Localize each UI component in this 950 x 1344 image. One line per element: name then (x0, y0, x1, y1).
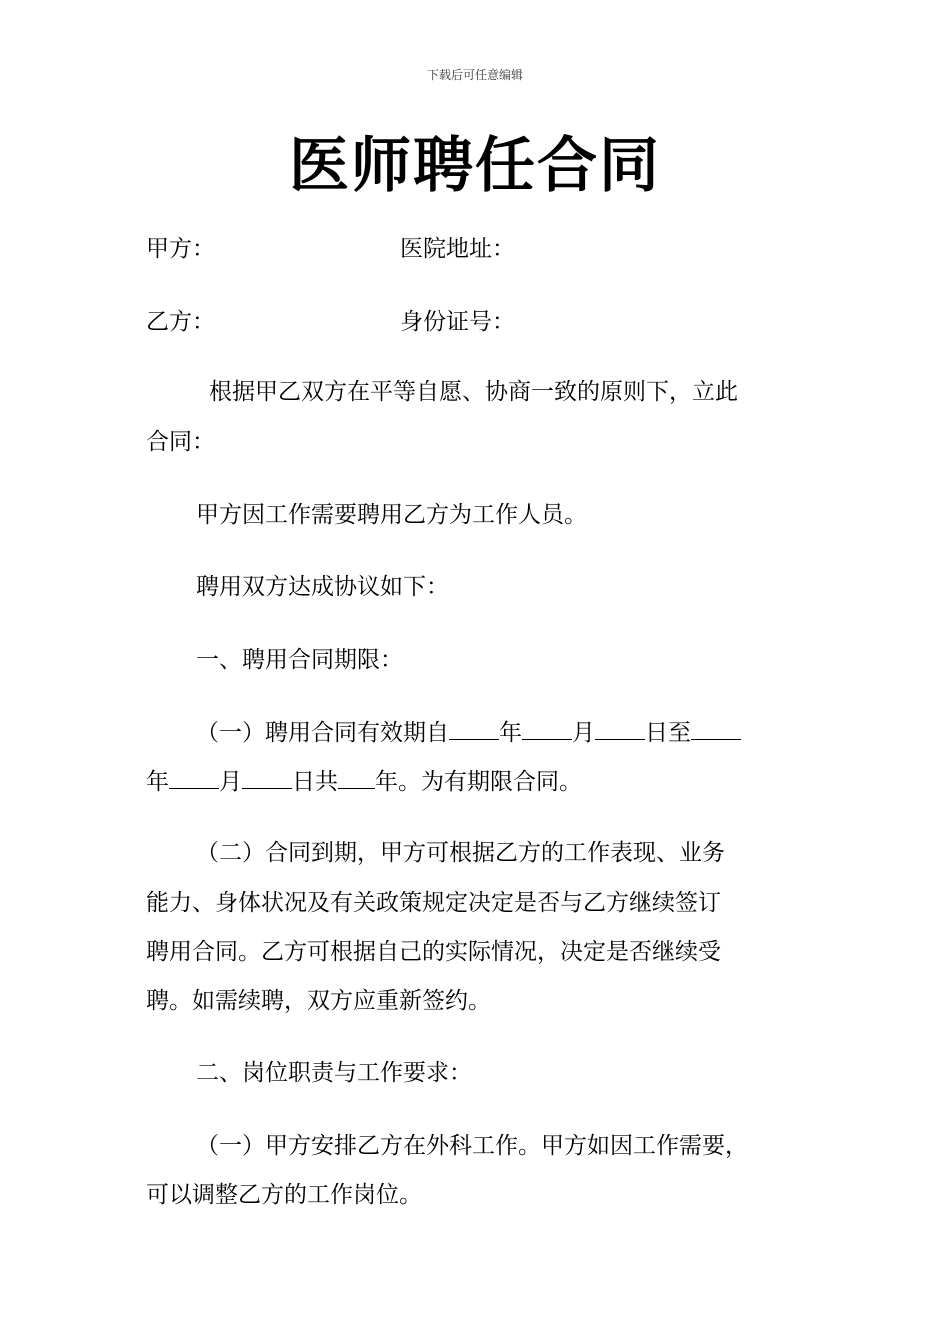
renewal-line-2: 能力、身体状况及有关政策规定决定是否与乙方继续签订 (146, 890, 721, 916)
agreement-paragraph: 聘用双方达成协议如下： (196, 574, 449, 600)
duty-line-1: （一）甲方安排乙方在外科工作。甲方如因工作需要， (196, 1133, 748, 1159)
party-a-label: 甲方： (146, 236, 215, 262)
end-day-label: 日共 (292, 769, 338, 795)
intro-line-1: 根据甲乙双方在平等自愿、协商一致的原则下，立此 (209, 379, 738, 405)
end-year-label: 年 (146, 769, 169, 795)
end-month-blank (169, 766, 219, 789)
end-year-blank (691, 717, 741, 740)
id-number-label: 身份证号： (400, 309, 515, 335)
start-month-label: 月 (572, 720, 595, 746)
section-2-heading: 二、岗位职责与工作要求： (196, 1060, 472, 1086)
term-end-text: 年。为有期限合同。 (375, 769, 582, 795)
start-day-label: 日至 (645, 720, 691, 746)
start-year-blank (449, 717, 499, 740)
renewal-line-1: （二）合同到期，甲方可根据乙方的工作表现、业务 (196, 840, 725, 866)
term-line-1 (196, 717, 741, 748)
section-1-heading: 一、聘用合同期限： (196, 647, 403, 673)
party-b-label: 乙方： (146, 309, 215, 335)
start-month-blank (522, 717, 572, 740)
start-day-blank (595, 717, 645, 740)
hire-paragraph: 甲方因工作需要聘用乙方为工作人员。 (196, 502, 587, 528)
renewal-line-3: 聘用合同。乙方可根据自己的实际情况，决定是否继续受 (146, 939, 721, 965)
duty-line-2: 可以调整乙方的工作岗位。 (146, 1182, 422, 1208)
term-prefix: （一）聘用合同有效期自 (196, 720, 449, 746)
renewal-line-4: 聘。如需续聘，双方应重新签约。 (146, 988, 491, 1014)
hospital-address-label: 医院地址： (400, 236, 515, 262)
total-years-blank (338, 766, 375, 789)
document-title: 医师聘任合同 (289, 131, 661, 201)
term-line-2 (146, 766, 582, 797)
intro-line-2: 合同： (146, 429, 215, 455)
end-month-label: 月 (219, 769, 242, 795)
start-year-label: 年 (499, 720, 522, 746)
end-day-blank (242, 766, 292, 789)
header-note: 下载后可任意编辑 (426, 68, 523, 82)
